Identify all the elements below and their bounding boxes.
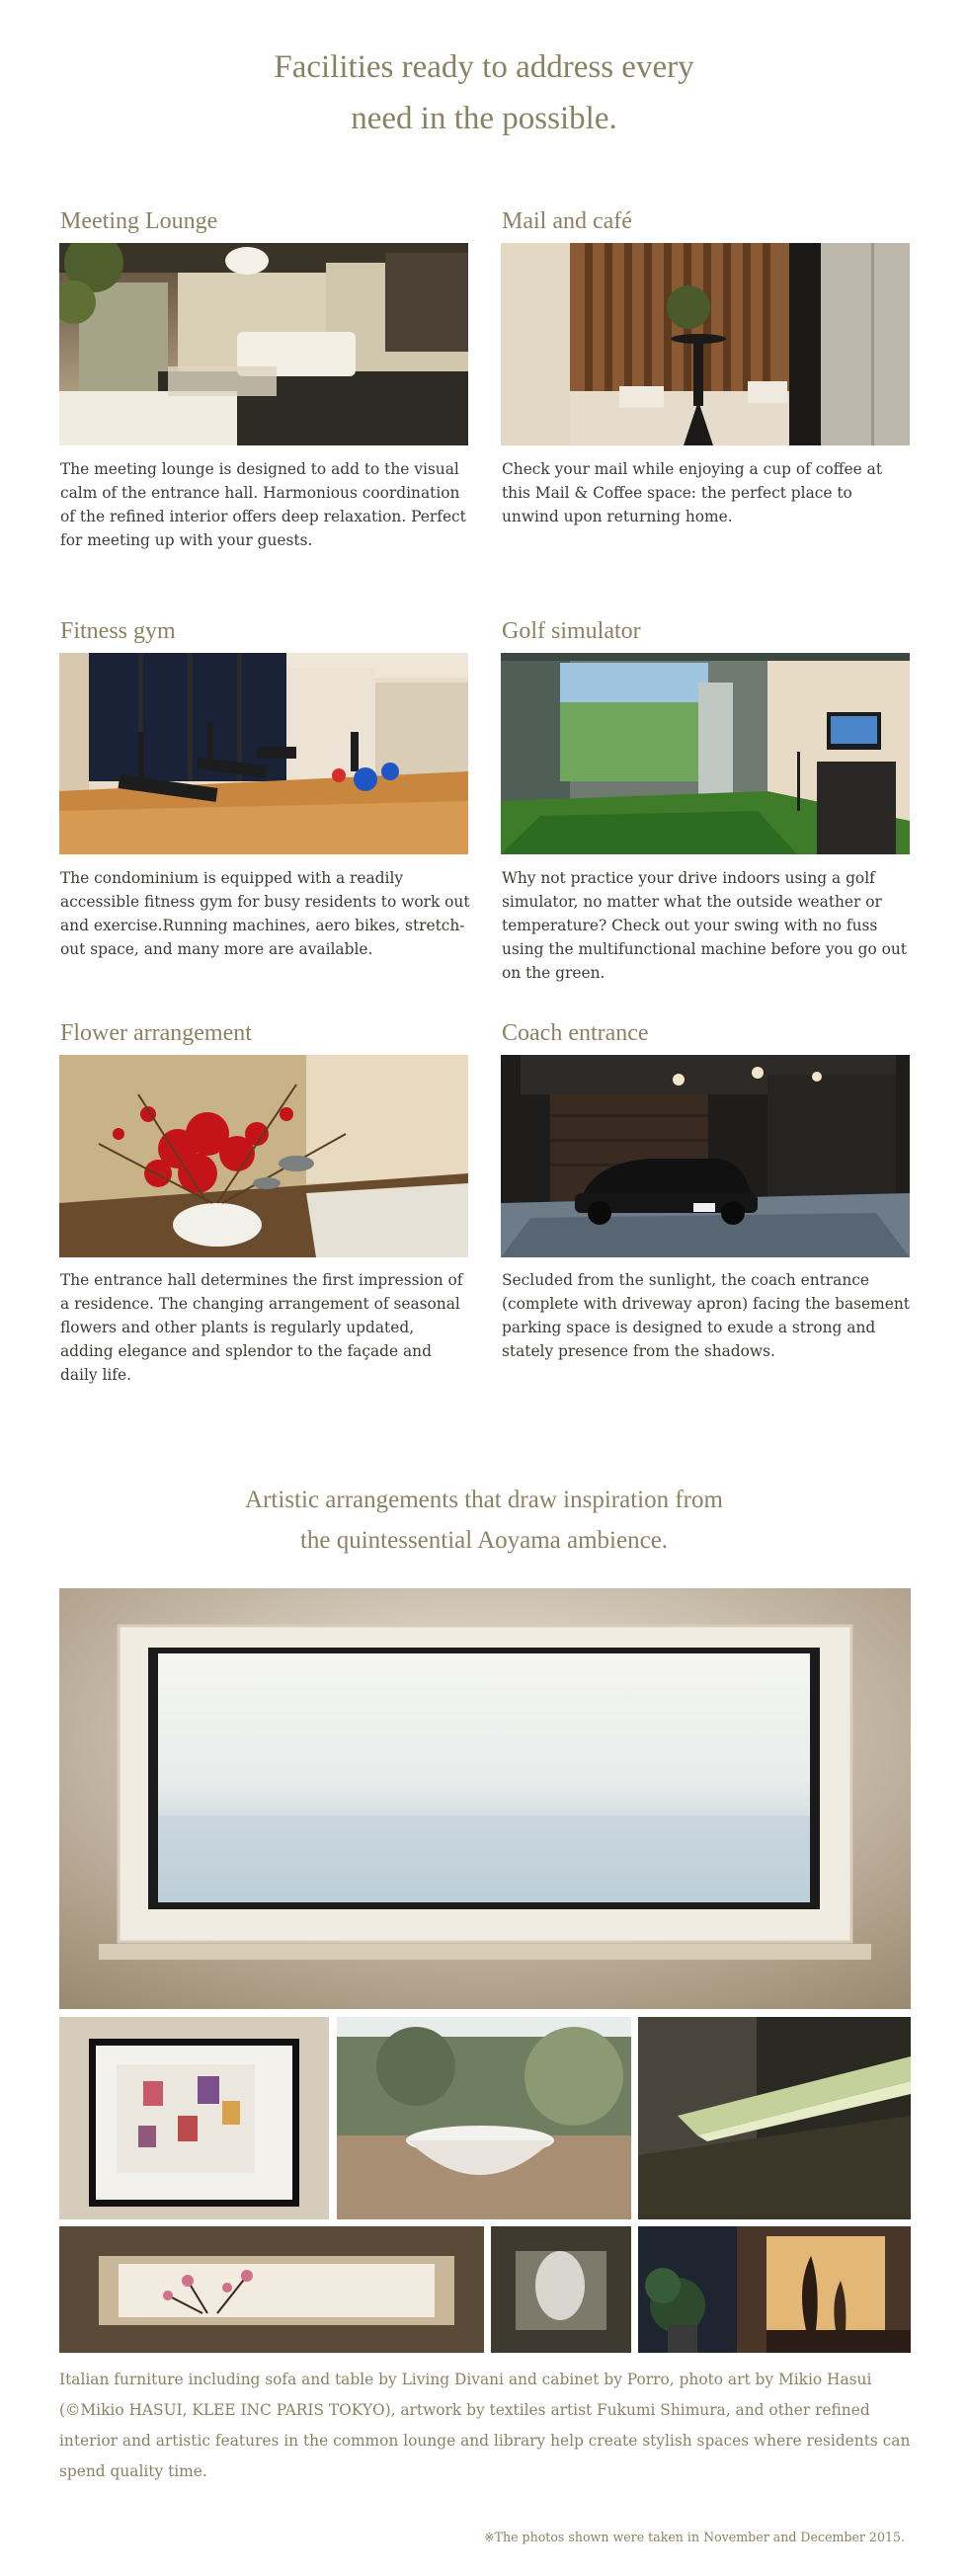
art-caption: Italian furniture including sofa and table by Living Divani and cabinet by Porro, photo art by Mikio Hasui (©Mikio HASUI, KLEE INC PARIS TOKYO), artwork by textiles artist Fukumi Shimura, and other refined interior and artistic features in the common lounge and library help create stylish spaces where residents can spend quality time.	[59, 2371, 911, 2480]
sea-photo-art-photo	[59, 1588, 911, 2009]
library-vases-photo	[638, 2226, 911, 2353]
framed-textile-art-photo	[59, 2017, 329, 2219]
flower-arrangement-photo	[59, 1055, 468, 1257]
mail-cafe-photo	[501, 243, 910, 445]
mail-cafe-description: Check your mail while enjoying a cup of coffee at this Mail & Coffee space: the perfect place to unwind upon returning home.	[502, 460, 883, 525]
lit-sculpture-photo	[491, 2226, 631, 2353]
fitness-gym-photo	[59, 653, 468, 854]
meeting-lounge-photo	[59, 243, 468, 445]
flower-arrangement-heading: Flower arrangement	[60, 1020, 252, 1046]
glass-shelf-art-photo	[638, 2017, 911, 2219]
page-title-line-1: Facilities ready to address every	[274, 49, 694, 85]
coach-entrance-description: Secluded from the sunlight, the coach entrance (complete with driveway apron) facing the basement parking space is designed to exude a strong and stately presence from the shadows.	[502, 1271, 910, 1360]
mail-cafe-heading: Mail and café	[502, 208, 632, 234]
art-title-line-2: the quintessential Aoyama ambience.	[299, 1527, 669, 1554]
golf-simulator-photo	[501, 653, 910, 854]
page-title-line-2: need in the possible.	[351, 101, 617, 136]
golf-simulator-description: Why not practice your drive indoors using a golf simulator, no matter what the outside weather or temperature? Check out your swing with no fuss using the multifunctional machine before you go out on the green.	[502, 869, 907, 982]
page-title	[0, 41, 968, 144]
coach-entrance-photo	[501, 1055, 910, 1257]
ceramic-bowl-photo	[337, 2017, 631, 2219]
coach-entrance-heading: Coach entrance	[502, 1020, 649, 1046]
plum-blossom-art-photo	[59, 2226, 484, 2353]
art-section-title	[0, 1480, 968, 1561]
meeting-lounge-description: The meeting lounge is designed to add to the visual calm of the entrance hall. Harmonious coordination of the refined interior offers deep relaxation. Perfect for meeting up with your guests.	[60, 460, 466, 549]
fitness-gym-description: The condominium is equipped with a readily accessible fitness gym for busy residents to work out and exercise.Running machines, aero bikes, stretch-out space, and many more are available.	[60, 869, 470, 958]
golf-simulator-heading: Golf simulator	[502, 618, 641, 644]
flower-arrangement-description: The entrance hall determines the first impression of a residence. The changing arrangement of seasonal flowers and other plants is regularly updated, adding elegance and splendor to the façade and daily life.	[60, 1271, 463, 1384]
art-title-line-1: Artistic arrangements that draw inspiration from	[245, 1487, 723, 1513]
meeting-lounge-heading: Meeting Lounge	[60, 208, 218, 234]
fitness-gym-heading: Fitness gym	[60, 618, 176, 644]
photo-date-note: ※The photos shown were taken in November and December 2015.	[484, 2530, 905, 2544]
